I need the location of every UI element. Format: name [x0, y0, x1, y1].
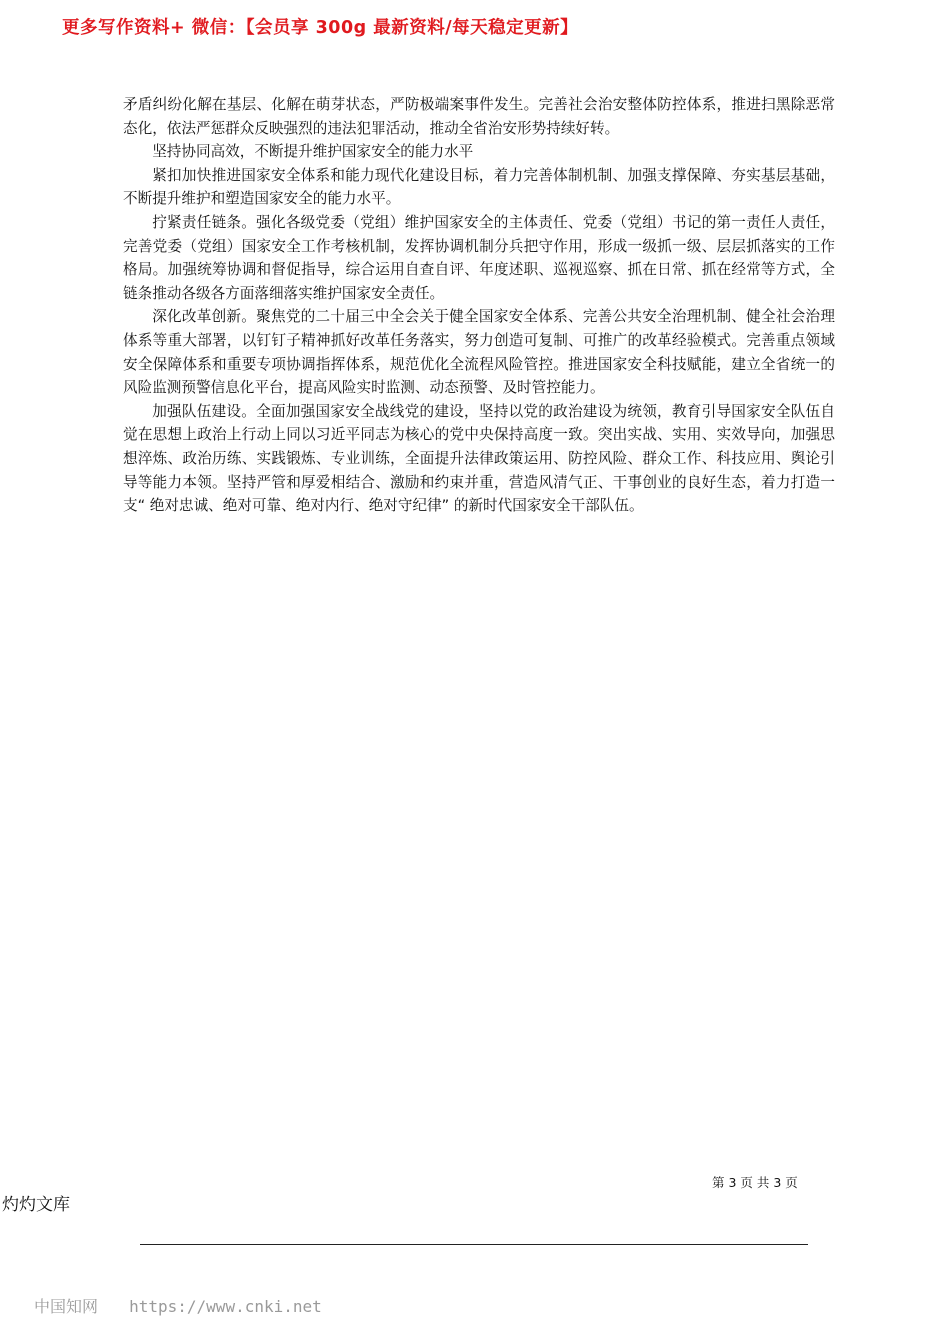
footer-divider	[140, 1244, 808, 1245]
cnki-footer	[34, 1294, 322, 1317]
paragraph: 矛盾纠纷化解在基层、化解在萌芽状态，严防极端案事件发生。完善社会治安整体防控体系，推进扫黑除恶常态化，依法严惩群众反映强烈的违法犯罪活动，推动全省治安形势持续好转。	[123, 96, 835, 137]
paragraph: 紧扣加快推进国家安全体系和能力现代化建设目标，着力完善体制机制、加强支撑保障、夯实基层基础，不断提升维护和塑造国家安全的能力水平。	[123, 166, 835, 208]
section-heading: 坚持协同高效，不断提升维护国家安全的能力水平	[152, 143, 474, 161]
cnki-url: https://www.cnki.net	[129, 1297, 322, 1316]
promo-banner: 更多写作资料+ 微信：【会员享 300g 最新资料/每天稳定更新】	[62, 18, 579, 38]
document-body	[123, 93, 835, 518]
page-number: 第 3 页 共 3 页	[712, 1175, 798, 1190]
cnki-name: 中国知网	[34, 1297, 99, 1316]
brand-label: 灼灼文库	[2, 1195, 70, 1215]
paragraph: 加强队伍建设。全面加强国家安全战线党的建设，坚持以党的政治建设为统领，教育引导国家安全队伍自觉在思想上政治上行动上同以习近平同志为核心的党中央保持高度一致。突出实战、实用、实效导向，加强思想淬炼、政治历练、实践锻炼、专业训练，全面提升法律政策运用、防控风险、群众工作、科技应用、舆论引导等能力本领。坚持严管和厚爱相结合、激励和约束并重，营造风清气正、干事创业的良好生态，着力打造一支“ 绝对忠诚、绝对可靠、绝对内行、绝对守纪律” 的新时代国家安全干部队伍。	[123, 402, 835, 515]
paragraph: 深化改革创新。聚焦党的二十届三中全会关于健全国家安全体系、完善公共安全治理机制、健全社会治理体系等重大部署，以钉钉子精神抓好改革任务落实，努力创造可复制、可推广的改革经验模式。完善重点领域安全保障体系和重要专项协调指挥体系，规范优化全流程风险管控。推进国家安全科技赋能，建立全省统一的风险监测预警信息化平台，提高风险实时监测、动态预警、及时管控能力。	[123, 308, 835, 397]
paragraph: 拧紧责任链条。强化各级党委（党组）维护国家安全的主体责任、党委（党组）书记的第一责任人责任，完善党委（党组）国家安全工作考核机制，发挥协调机制分兵把守作用，形成一级抓一级、层层抓落实的工作格局。加强统筹协调和督促指导，综合运用自查自评、年度述职、巡视巡察、抓在日常、抓在经常等方式，全链条推动各级各方面落细落实维护国家安全责任。	[123, 213, 835, 302]
